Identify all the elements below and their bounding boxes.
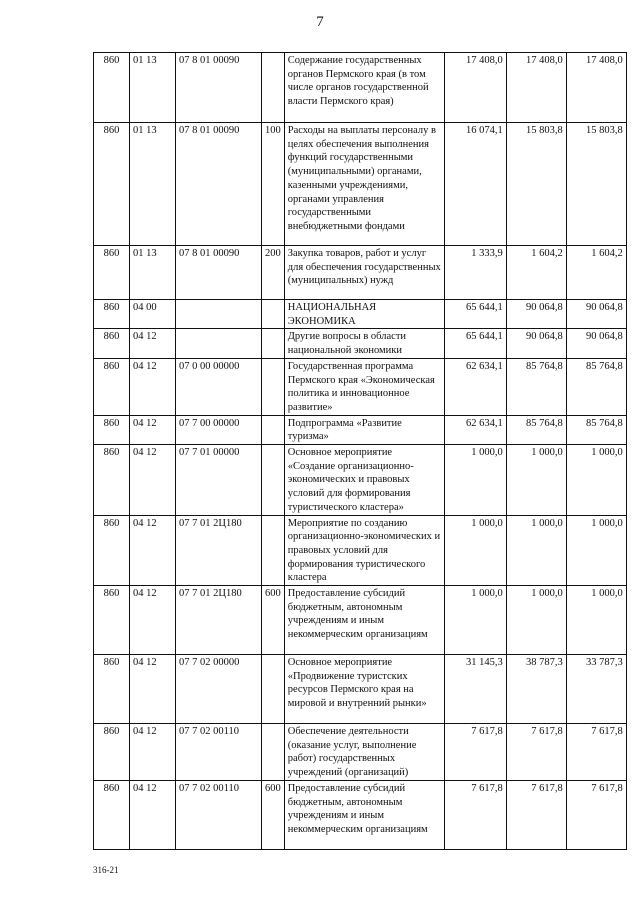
cell-amount-year-3: 7 617,8 [566, 780, 626, 849]
cell-item-name: Содержание государственных органов Пермского края (в том числе органов государственной власти Пермского края) [284, 53, 444, 123]
cell-amount-year-1: 7 617,8 [444, 780, 506, 849]
cell-recipient-code: 860 [94, 300, 130, 329]
cell-amount-year-1: 65 644,1 [444, 300, 506, 329]
cell-target-article: 07 8 01 00090 [176, 246, 262, 300]
cell-item-name: Предоставление субсидий бюджетным, автономным учреждениям и иным некоммерческим организациям [284, 586, 444, 655]
cell-amount-year-2: 1 000,0 [506, 445, 566, 516]
cell-recipient-code: 860 [94, 515, 130, 586]
cell-amount-year-2: 17 408,0 [506, 53, 566, 123]
cell-amount-year-1: 1 000,0 [444, 515, 506, 586]
table-row [94, 515, 627, 586]
cell-amount-year-2: 85 764,8 [506, 358, 566, 415]
cell-item-name: НАЦИОНАЛЬНАЯ ЭКОНОМИКА [284, 300, 444, 329]
cell-section: 01 13 [130, 246, 176, 300]
cell-target-article: 07 7 02 00000 [176, 655, 262, 724]
table-row [94, 123, 627, 246]
cell-amount-year-2: 90 064,8 [506, 300, 566, 329]
cell-amount-year-2: 1 604,2 [506, 246, 566, 300]
document-code: 316-21 [93, 865, 119, 875]
cell-amount-year-3: 1 000,0 [566, 515, 626, 586]
cell-section: 04 00 [130, 300, 176, 329]
cell-amount-year-2: 7 617,8 [506, 724, 566, 781]
cell-amount-year-3: 85 764,8 [566, 358, 626, 415]
cell-item-name: Обеспечение деятельности (оказание услуг, выполнение работ) государственных учреждений (организаций) [284, 724, 444, 781]
budget-table [93, 52, 627, 850]
cell-expense-type: 600 [262, 780, 285, 849]
table-row [94, 53, 627, 123]
cell-expense-type [262, 300, 285, 329]
table-row [94, 358, 627, 415]
cell-amount-year-1: 7 617,8 [444, 724, 506, 781]
page-number: 7 [316, 14, 324, 30]
cell-section: 04 12 [130, 329, 176, 358]
cell-amount-year-2: 15 803,8 [506, 123, 566, 246]
cell-item-name: Государственная программа Пермского края «Экономическая политика и инновационное развитие» [284, 358, 444, 415]
cell-recipient-code: 860 [94, 358, 130, 415]
cell-section: 04 12 [130, 586, 176, 655]
cell-target-article [176, 300, 262, 329]
cell-expense-type: 200 [262, 246, 285, 300]
cell-amount-year-1: 62 634,1 [444, 415, 506, 444]
cell-amount-year-1: 1 333,9 [444, 246, 506, 300]
cell-target-article: 07 7 01 00000 [176, 445, 262, 516]
cell-amount-year-2: 1 000,0 [506, 515, 566, 586]
cell-item-name: Подпрограмма «Развитие туризма» [284, 415, 444, 444]
cell-section: 04 12 [130, 655, 176, 724]
cell-amount-year-1: 62 634,1 [444, 358, 506, 415]
cell-expense-type [262, 53, 285, 123]
cell-amount-year-1: 1 000,0 [444, 586, 506, 655]
cell-amount-year-3: 85 764,8 [566, 415, 626, 444]
cell-target-article: 07 7 01 2Ц180 [176, 586, 262, 655]
cell-target-article: 07 7 02 00110 [176, 724, 262, 781]
cell-recipient-code: 860 [94, 445, 130, 516]
cell-target-article: 07 7 00 00000 [176, 415, 262, 444]
table-row [94, 300, 627, 329]
cell-recipient-code: 860 [94, 246, 130, 300]
cell-section: 04 12 [130, 445, 176, 516]
cell-section: 01 13 [130, 123, 176, 246]
cell-target-article: 07 8 01 00090 [176, 53, 262, 123]
cell-recipient-code: 860 [94, 655, 130, 724]
cell-amount-year-2: 38 787,3 [506, 655, 566, 724]
cell-amount-year-2: 1 000,0 [506, 586, 566, 655]
cell-item-name: Расходы на выплаты персоналу в целях обеспечения выполнения функций государственными (муниципальными) органами, казенными учреждениями, органами управления государственными внебюджетными фондами [284, 123, 444, 246]
cell-section: 04 12 [130, 415, 176, 444]
table-row [94, 329, 627, 358]
cell-amount-year-3: 90 064,8 [566, 329, 626, 358]
cell-section: 01 13 [130, 53, 176, 123]
cell-amount-year-2: 85 764,8 [506, 415, 566, 444]
cell-amount-year-3: 90 064,8 [566, 300, 626, 329]
table-row [94, 246, 627, 300]
cell-item-name: Основное мероприятие «Продвижение туристских ресурсов Пермского края на мировой и внутренний рынки» [284, 655, 444, 724]
cell-recipient-code: 860 [94, 329, 130, 358]
cell-amount-year-3: 33 787,3 [566, 655, 626, 724]
cell-amount-year-2: 90 064,8 [506, 329, 566, 358]
cell-target-article [176, 329, 262, 358]
cell-expense-type: 100 [262, 123, 285, 246]
cell-amount-year-3: 15 803,8 [566, 123, 626, 246]
cell-expense-type [262, 515, 285, 586]
cell-target-article: 07 8 01 00090 [176, 123, 262, 246]
table-row [94, 724, 627, 781]
budget-table-body [94, 53, 627, 850]
cell-recipient-code: 860 [94, 415, 130, 444]
cell-section: 04 12 [130, 515, 176, 586]
cell-amount-year-1: 31 145,3 [444, 655, 506, 724]
cell-target-article: 07 7 02 00110 [176, 780, 262, 849]
table-row [94, 415, 627, 444]
cell-recipient-code: 860 [94, 724, 130, 781]
table-row [94, 445, 627, 516]
cell-amount-year-3: 1 000,0 [566, 586, 626, 655]
cell-recipient-code: 860 [94, 780, 130, 849]
cell-amount-year-3: 7 617,8 [566, 724, 626, 781]
cell-expense-type [262, 358, 285, 415]
cell-target-article: 07 0 00 00000 [176, 358, 262, 415]
cell-item-name: Мероприятие по созданию организационно-экономических и правовых условий для формирования туристического кластера [284, 515, 444, 586]
cell-amount-year-1: 1 000,0 [444, 445, 506, 516]
cell-amount-year-3: 1 604,2 [566, 246, 626, 300]
cell-amount-year-1: 16 074,1 [444, 123, 506, 246]
cell-expense-type [262, 415, 285, 444]
cell-recipient-code: 860 [94, 123, 130, 246]
cell-item-name: Основное мероприятие «Создание организационно-экономических и правовых условий для формирования туристического кластера» [284, 445, 444, 516]
table-row [94, 780, 627, 849]
cell-recipient-code: 860 [94, 586, 130, 655]
cell-expense-type [262, 655, 285, 724]
cell-expense-type [262, 724, 285, 781]
cell-amount-year-2: 7 617,8 [506, 780, 566, 849]
cell-expense-type: 600 [262, 586, 285, 655]
cell-item-name: Предоставление субсидий бюджетным, автономным учреждениям и иным некоммерческим организациям [284, 780, 444, 849]
cell-section: 04 12 [130, 724, 176, 781]
cell-amount-year-3: 1 000,0 [566, 445, 626, 516]
table-row [94, 586, 627, 655]
cell-expense-type [262, 445, 285, 516]
cell-section: 04 12 [130, 358, 176, 415]
cell-recipient-code: 860 [94, 53, 130, 123]
cell-amount-year-3: 17 408,0 [566, 53, 626, 123]
cell-section: 04 12 [130, 780, 176, 849]
cell-target-article: 07 7 01 2Ц180 [176, 515, 262, 586]
cell-item-name: Закупка товаров, работ и услуг для обеспечения государственных (муниципальных) нужд [284, 246, 444, 300]
cell-item-name: Другие вопросы в области национальной экономики [284, 329, 444, 358]
cell-amount-year-1: 17 408,0 [444, 53, 506, 123]
table-row [94, 655, 627, 724]
cell-amount-year-1: 65 644,1 [444, 329, 506, 358]
cell-expense-type [262, 329, 285, 358]
